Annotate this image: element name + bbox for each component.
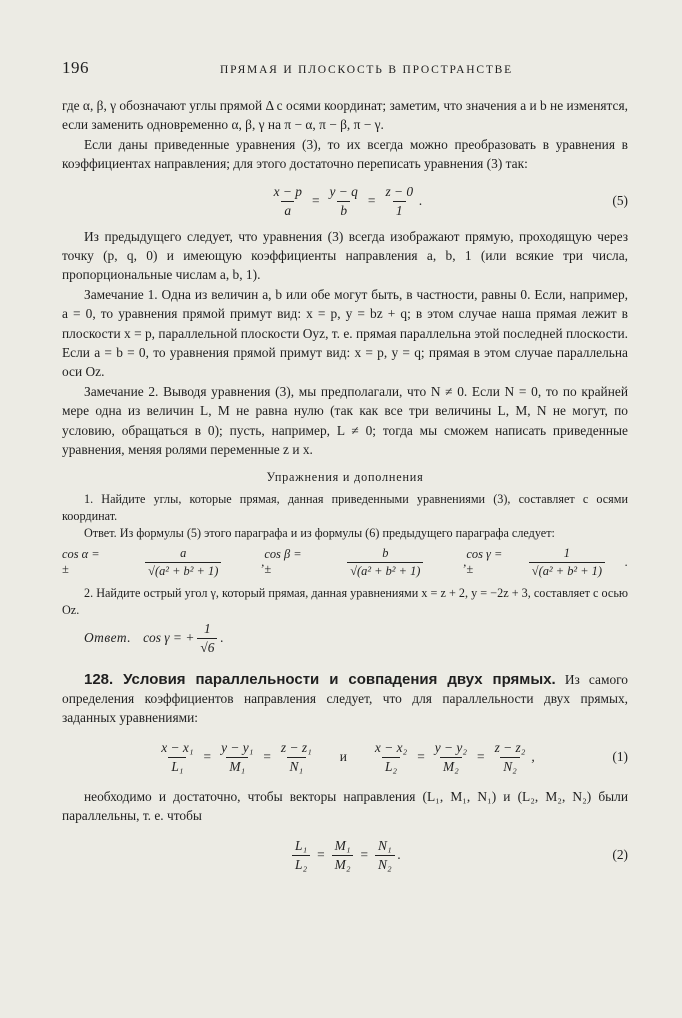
formula-2: $\frac{\text{L₁}}{\text{L₂}}$ = $\frac{\text{M₁}}{\text{M₂}}$ = $\frac{\text{N₁}}{\text{N₂}}$ . (2) — [62, 838, 628, 873]
answer-2: Ответ. cos γ = + $\frac{1}{√6}$ . — [84, 620, 224, 655]
paragraph-conclusion: Из предыдущего следует, что уравнения (3) всегда изображают прямую, проходящую через точку (p, q, 0) и имеющую коэффициенты направления a, b, 1 (или всякие три числа, пропорциональные числам a, b, 1). — [62, 228, 628, 283]
formula-number: (1) — [612, 749, 628, 765]
paragraph-angles: где α, β, γ обозначают углы прямой Δ с осями координат; заметим, что значения a и b не изменятся, если заменить одновременно α, β, γ на π − α, π − β, π − γ. — [62, 98, 628, 133]
answer-1: Ответ. Из формулы (5) этого параграфа и из формулы (6) предыдущего параграфа следует: — [84, 525, 555, 540]
exercise-2: 2. Найдите острый угол γ, который прямая, данная уравнениями x = z + 2, y = −2z + 3, составляет с осью Oz. — [62, 585, 628, 617]
paragraph-condition: необходимо и достаточно, чтобы векторы направления (L₁, M₁, N₁) и (L₂, M₂, N₂) были параллельны, т. е. чтобы — [62, 788, 628, 824]
section-128-intro: 128. Условия параллельности и совпадения двух прямых. Из самого определения коэффициентов направления следует, что для параллельности двух прямых, заданных уравнениями: — [62, 670, 628, 726]
exercises-heading: Упражнения и дополнения — [266, 469, 424, 484]
page-body — [62, 96, 628, 873]
remark-2: Замечание 2. Выводя уравнения (3), мы предполагали, что N ≠ 0. Если N = 0, то по крайней мере одна из величин L, M не равна нулю (так как все три величины L, M, N не могут, по условию, обращаться в 0); пусть, например, L ≠ 0; тогда мы сможем написать приведенные уравнения, меняя ролями переменные z и x. — [62, 383, 628, 458]
formula-number: (5) — [612, 193, 628, 209]
formula-5: $\frac{x - p}{a}$ = $\frac{y - q}{b}$ = $\frac{z - 0}{1}$ . (5) — [273, 183, 628, 218]
formula-cosines: cos α = ± $\frac{a}{\text{√(a² + b² + 1)}}$ , cos β = ± $\frac{b}{\text{√(a² + b² + 1)}}$ , cos γ = ± $\frac{1}{\text{√(a² + b² + 1)}}$ . — [62, 545, 628, 578]
exercise-1: 1. Найдите углы, которые прямая, данная приведенными уравнениями (3), составляет с осями координат. — [62, 491, 628, 523]
page-header — [62, 58, 624, 78]
remark-1: Замечание 1. Одна из величин a, b или обе могут быть, в частности, равны 0. Если, например, a = 0, то уравнения прямой примут вид: x = p, y = bz + q; в этом случае наша прямая лежит в плоскости x = p, параллельной плоскости Oyz, т. е. прямая параллельна этой последней плоскости. Если a = b = 0, то уравнения прямой примут вид: x = p, y = q; прямая в этом случае параллельна оси Oz. — [62, 286, 628, 380]
page-number: 196 — [62, 58, 89, 77]
formula-number: (2) — [612, 847, 628, 863]
section-title: 128. Условия параллельности и совпадения двух прямых. — [84, 670, 556, 688]
running-title: ПРЯМАЯ И ПЛОСКОСТЬ В ПРОСТРАНСТВЕ — [220, 64, 513, 76]
paragraph-transform: Если даны приведенные уравнения (3), то их всегда можно преобразовать в уравнения в коэффициентах направления; для этого достаточно переписать уравнения (3) так: — [62, 136, 628, 172]
formula-1: $\frac{\text{x − x₁}}{\text{L₁}}$ = $\frac{\text{y − y₁}}{\text{M₁}}$ = $\frac{\text{z − z₁}}{\text{N₁}}$ и $\frac{\text{x − x₂}}{\text{L₂}}$ = $\frac{\text{y − y₂}}{\text{M₂}}$ = $\frac{\text{z − z₂}}{\text{N₂}}$ , (1) — [161, 739, 628, 774]
